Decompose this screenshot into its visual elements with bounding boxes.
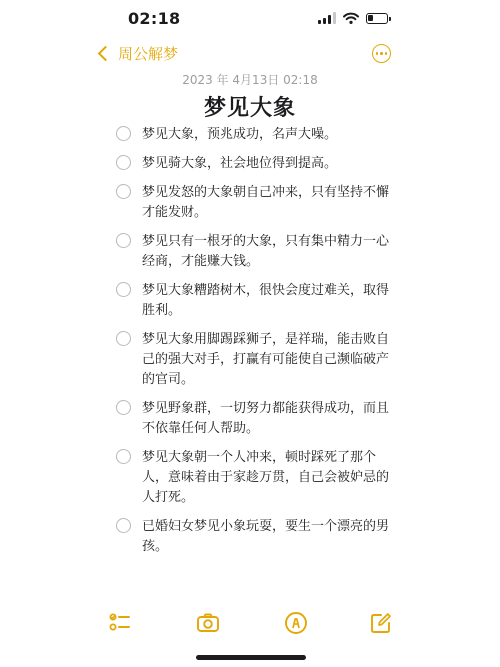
nav-bar (0, 40, 500, 70)
checklist-item (116, 232, 396, 272)
checklist-item (116, 154, 396, 174)
status-bar (0, 0, 500, 40)
camera-icon[interactable] (195, 610, 221, 636)
markup-pen-icon[interactable] (283, 610, 309, 636)
battery-icon (366, 13, 388, 24)
checkbox-circle-icon[interactable] (116, 400, 131, 415)
checklist-item-text[interactable]: 梦见大象，预兆成功，名声大噪。 (142, 127, 338, 142)
checkbox-circle-icon[interactable] (116, 449, 131, 464)
checklist-item-text[interactable]: 梦见大象糟踏树木，很快会度过难关，取得胜利。 (142, 283, 390, 318)
back-button[interactable] (100, 43, 178, 64)
note-title: 梦见大象 (203, 96, 296, 121)
wifi-icon (343, 12, 359, 24)
checklist-item (116, 281, 396, 321)
note-date: 2023 年 4月13日 02:18 (182, 73, 318, 87)
checklist-item (116, 448, 396, 508)
checklist-item-text[interactable]: 梦见发怒的大象朝自己冲来，只有坚持不懈才能发财。 (142, 185, 390, 220)
checklist-item (116, 125, 396, 145)
checkbox-circle-icon[interactable] (116, 184, 131, 199)
checklist-item-text[interactable]: 梦见大象朝一个人冲来，顿时踩死了那个人，意味着由于家趁万贯，自己会被妒忌的人打死。 (142, 450, 390, 505)
checklist-item (116, 183, 396, 223)
checkbox-circle-icon[interactable] (116, 331, 131, 346)
cellular-signal-icon (318, 12, 336, 24)
compose-icon[interactable] (368, 610, 394, 636)
bottom-toolbar (0, 610, 500, 640)
checkbox-circle-icon[interactable] (116, 155, 131, 170)
back-label: 周公解梦 (118, 45, 179, 63)
checklist-item-text[interactable]: 梦见野象群，一切努力都能获得成功，而且不依靠任何人帮助。 (142, 401, 390, 436)
checklist-item-text[interactable]: 梦见大象用脚踢踩狮子，是祥瑞，能击败自己的强大对手，打赢有可能使自己濒临破产的官司。 (142, 332, 390, 387)
checklist-item-text[interactable]: 已婚妇女梦见小象玩耍，要生一个漂亮的男孩。 (142, 519, 390, 554)
checklist-item (116, 330, 396, 390)
checklist-icon[interactable] (107, 610, 133, 636)
checkbox-circle-icon[interactable] (116, 126, 131, 141)
checkbox-circle-icon[interactable] (116, 518, 131, 533)
status-time: 02:18 (128, 9, 181, 28)
home-indicator[interactable] (196, 655, 306, 660)
status-icons (318, 12, 388, 24)
chevron-left-icon (98, 46, 114, 62)
checkbox-circle-icon[interactable] (116, 233, 131, 248)
checkbox-circle-icon[interactable] (116, 282, 131, 297)
checklist (116, 125, 396, 566)
checklist-item-text[interactable]: 梦见只有一根牙的大象，只有集中精力一心经商，才能赚大钱。 (142, 234, 390, 269)
battery-level (368, 15, 373, 21)
checklist-item (116, 399, 396, 439)
checklist-item (116, 517, 396, 557)
more-options-icon[interactable] (372, 44, 391, 63)
checklist-item-text[interactable]: 梦见骑大象，社会地位得到提高。 (142, 156, 338, 171)
